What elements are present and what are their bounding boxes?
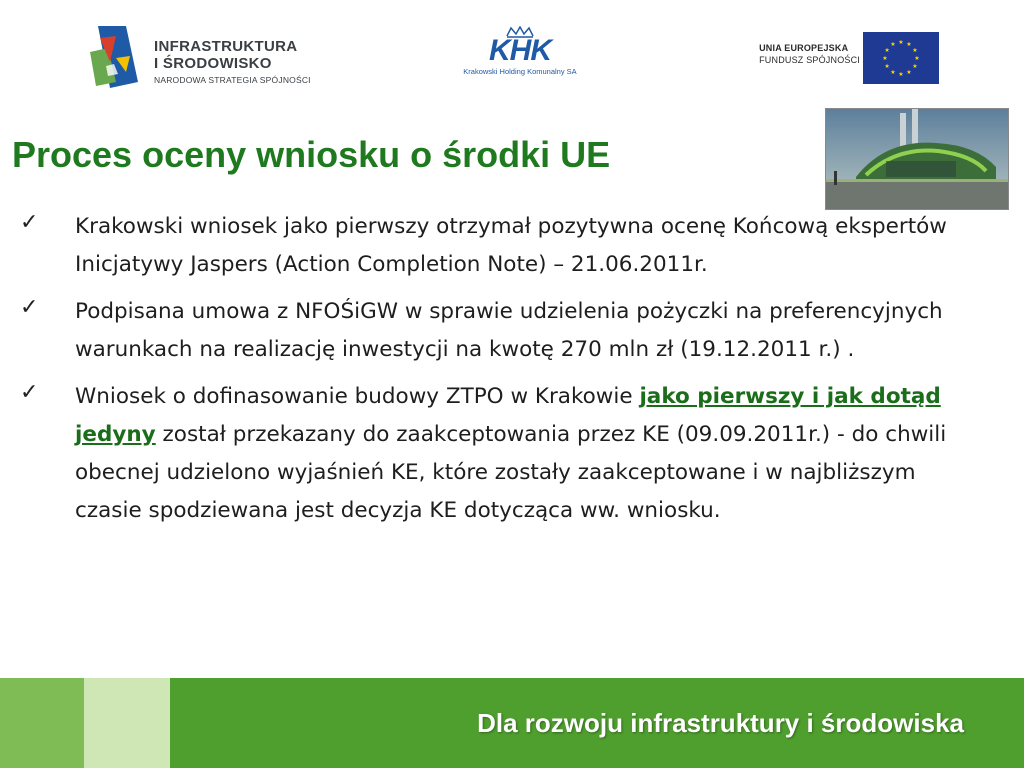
- bullet-text: Krakowski wniosek jako pierwszy otrzymał pozytywna ocenę Końcową ekspertów Inicjatywy Jaspers (Action Completion Note) – 21.06.2011r.: [75, 214, 947, 277]
- khk-logo-mark: KHK: [489, 34, 551, 67]
- bullet-text-after: został przekazany do zaakceptowania przez KE (09.09.2011r.) - do chwili obecnej udzielono wyjaśnień KE, które zostały zaakceptowane i w najbliższym czasie spodziewana jest decyzja KE dotycząca ww. wniosku.: [75, 422, 947, 523]
- bullet-text-before: Wniosek o dofinasowanie budowy ZTPO w Krakowie: [75, 384, 640, 409]
- bullet-item: [20, 208, 970, 284]
- eu-star-icon: ★: [882, 55, 888, 62]
- footer-block-pale: [84, 678, 170, 768]
- infrastruktura-logo-line2: I ŚRODOWISKO: [154, 55, 272, 72]
- eu-flag-icon: [863, 32, 939, 84]
- eu-star-icon: ★: [890, 41, 896, 49]
- infrastruktura-emblem-icon: [86, 22, 146, 92]
- eu-star-icon: ★: [884, 47, 890, 54]
- khk-logo-subtitle: Krakowski Holding Komunalny SA: [463, 67, 577, 76]
- logo-bar: [0, 0, 1024, 105]
- bullet-item: [20, 378, 970, 530]
- infrastruktura-logo: [86, 18, 346, 98]
- eu-logo: [752, 32, 942, 87]
- building-photo: [825, 108, 1009, 210]
- eu-logo-line2: FUNDUSZ SPÓJNOŚCI: [759, 55, 860, 65]
- eu-star-icon: ★: [906, 41, 912, 49]
- footer-block-left: [0, 678, 84, 768]
- khk-logo: [455, 26, 585, 91]
- building-illustration: [826, 109, 1008, 209]
- footer-slogan: Dla rozwoju infrastruktury i środowiska: [477, 708, 964, 738]
- eu-star-icon: ★: [912, 63, 918, 70]
- eu-star-icon: ★: [890, 68, 896, 76]
- bullet-item: [20, 293, 970, 369]
- eu-star-icon: ★: [884, 63, 890, 70]
- infrastruktura-logo-line1: INFRASTRUKTURA: [154, 38, 298, 55]
- eu-star-icon: ★: [906, 68, 912, 76]
- bullet-text: Podpisana umowa z NFOŚiGW w sprawie udzielenia pożyczki na preferencyjnych warunkach na realizację inwestycji na kwotę 270 mln zł (19.12.2011 r.) .: [75, 299, 943, 362]
- infrastruktura-logo-line3: NARODOWA STRATEGIA SPÓJNOŚCI: [154, 75, 311, 85]
- checkmark-icon: ✓: [20, 295, 39, 320]
- eu-star-icon: ★: [912, 47, 918, 54]
- eu-star-icon: ★: [914, 55, 920, 62]
- checkmark-icon: ✓: [20, 380, 39, 405]
- checkmark-icon: ✓: [20, 210, 39, 235]
- footer-band: [0, 678, 1024, 768]
- bullet-text: [75, 378, 970, 530]
- bullet-highlight: jako pierwszy i jak dotąd jedyny: [75, 384, 941, 447]
- eu-logo-line1: UNIA EUROPEJSKA: [759, 43, 849, 53]
- eu-star-icon: ★: [898, 39, 904, 46]
- bullet-list: [20, 208, 970, 539]
- slide-title: Proces oceny wniosku o środki UE: [12, 134, 611, 175]
- eu-star-icon: ★: [898, 71, 904, 78]
